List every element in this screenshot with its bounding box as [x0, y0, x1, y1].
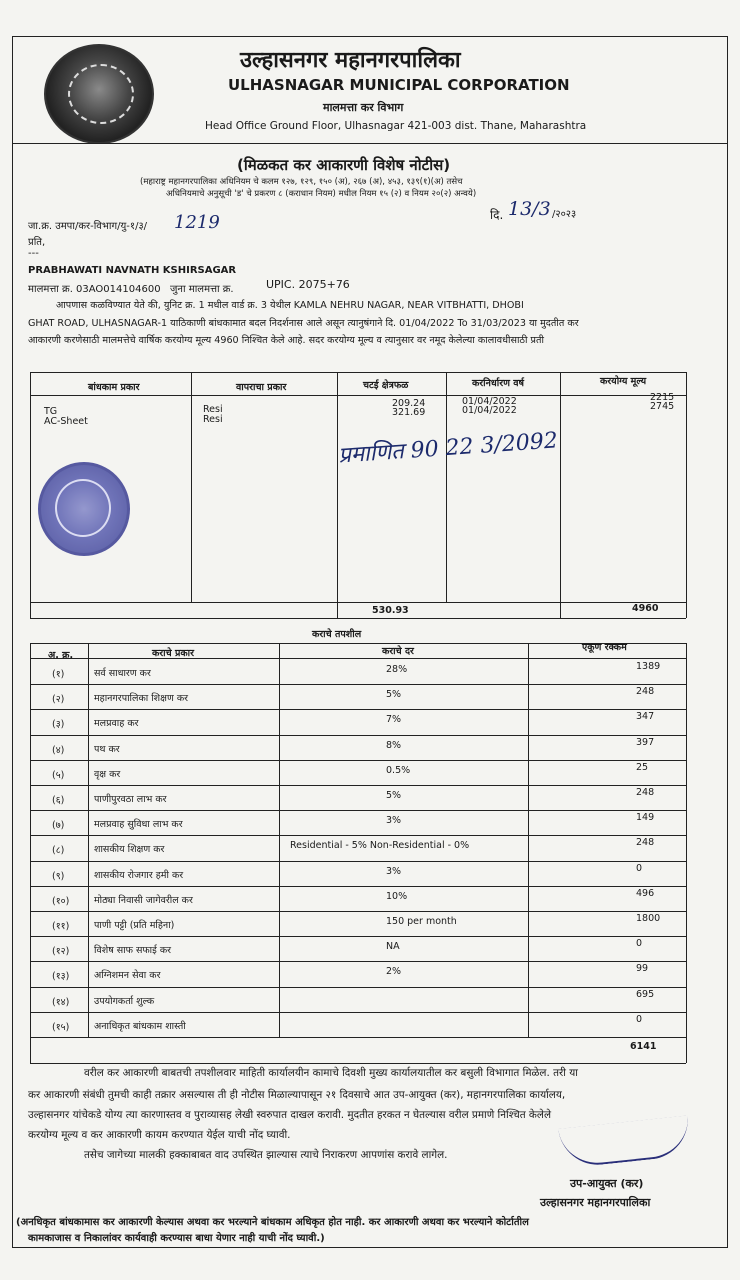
tax-row-type: विशेष साफ सफाई कर	[94, 945, 172, 957]
tax-row-rate: 2%	[386, 966, 402, 978]
tax-row-serial: (२)	[52, 694, 65, 706]
old-property-label: जुना मालमत्ता क्र.	[170, 284, 234, 295]
tax-row-type: शासकीय रोजगार हमी कर	[94, 869, 184, 881]
tax-row-rate: 10%	[386, 890, 408, 902]
corp-name-english: ULHASNAGAR MUNICIPAL CORPORATION	[228, 76, 570, 94]
tax-row-divider	[30, 785, 686, 786]
footer-line-4: करयोग्य मूल्य व कर आकारणी कायम करण्यात येईल याची नोंद घ्यावी.	[28, 1129, 291, 1141]
tax-row-type: महानगरपालिका शिक्षण कर	[94, 693, 189, 705]
tax-row-divider	[30, 911, 686, 912]
col-construction: बांधकाम प्रकार	[88, 382, 140, 393]
tax-table-caption: कराचे तपशील	[312, 629, 362, 640]
tax-row-serial: (१३)	[52, 971, 70, 983]
tax-row-divider	[30, 861, 686, 862]
tax-row-rate: NA	[386, 941, 400, 953]
col-usage: वापराचा प्रकार	[236, 382, 287, 393]
tax-row-divider	[30, 1012, 686, 1013]
tax-row-serial: (८)	[52, 845, 65, 857]
tax-row-serial: (५)	[52, 769, 65, 781]
total-value: 4960	[632, 603, 659, 614]
tax-row-serial: (१०)	[52, 895, 70, 907]
col-area: चटई क्षेत्रफळ	[363, 380, 409, 391]
year-1: 01/04/2022	[462, 396, 517, 407]
corporation-logo	[44, 44, 154, 144]
tax-row-amount: 248	[636, 686, 655, 698]
footer-line-5: तसेच जागेच्या मालकी हक्काबाबत वाद उपस्थित झाल्यास त्याचे निराकरण आपणांस करावे लागेल.	[84, 1149, 448, 1161]
tax-row-serial: (१४)	[52, 996, 70, 1008]
tax-row-amount: 248	[636, 837, 655, 849]
tax-row-amount: 248	[636, 787, 655, 798]
date-year: /२०२३	[552, 209, 577, 220]
tax-row-rate: 3%	[386, 865, 402, 877]
tax-row-rate: 150 per month	[386, 916, 457, 927]
total-area: 530.93	[372, 605, 409, 616]
tax-row-type: अनाधिकृत बांधकाम शास्ती	[94, 1020, 186, 1032]
area-1: 209.24	[392, 398, 426, 409]
tax-row-rate: 7%	[386, 714, 402, 726]
tax-row-rate: 8%	[386, 739, 402, 751]
tax-row-divider	[30, 810, 686, 811]
tax-row-divider	[30, 835, 686, 836]
intro-line-1: आपणास कळविण्यात येते की, युनिट क्र. 1 मधील वार्ड क्र. 3 येथील KAMLA NEHRU NAGAR, NEAR VITBHATTI, DHOBI	[56, 300, 524, 311]
footer-line-3: उल्हासनगर यांचेकडे योग्य त्या कारणास्तव व पुराव्यासह लेखी स्वरुपात दाखल करावी. मुदतीत हरकत न घेतल्यास वरील प्रमाणे निश्चित केलेले	[28, 1109, 552, 1121]
construction-2: AC-Sheet	[44, 416, 88, 427]
value-2: 2745	[650, 401, 675, 412]
footer-note-2: कामकाजास व निकालांवर कार्यवाही करण्यास बाधा येणार नाही याची नोंद घ्यावी.)	[28, 1233, 325, 1244]
tax-row-serial: (१२)	[52, 946, 70, 958]
tax-total: 6141	[630, 1041, 657, 1052]
tax-row-type: पाणी पट्टी (प्रति महिना)	[94, 920, 175, 931]
corp-name-marathi: उल्हासनगर महानगरपालिका	[240, 48, 461, 73]
tax-row-divider	[30, 684, 686, 685]
tax-row-type: उपयोगकर्ता शुल्क	[94, 995, 155, 1007]
tax-row-type: शासकीय शिक्षण कर	[94, 844, 165, 856]
col-tax-type: कराचे प्रकार	[152, 648, 195, 659]
tax-row-type: सर्व साधारण कर	[94, 668, 151, 679]
office-address: Head Office Ground Floor, Ulhasnagar 421-003 dist. Thane, Maharashtra	[205, 120, 587, 132]
notice-subtitle-1: (महाराष्ट्र महानगरपालिका अधिनियम चे कलम १२७, १२९, १५० (अ), २६७ (अ), ४५३, १३९(१)(अ) तसेच	[140, 177, 463, 187]
construction-1: TG	[44, 406, 58, 417]
handwritten-certification: प्रमाणित 90 22 3/2092	[337, 428, 559, 469]
tax-row-divider	[30, 1037, 686, 1038]
official-stamp	[38, 462, 130, 556]
tax-row-type: मलप्रवाह सुविधा लाभ कर	[94, 819, 183, 831]
usage-2: Resi	[203, 414, 223, 425]
header-divider	[12, 143, 728, 144]
tax-row-divider	[30, 961, 686, 962]
value-1: 2215	[650, 392, 675, 403]
tax-row-rate: Residential - 5% Non-Residential - 0%	[290, 840, 470, 852]
signatory-org: उल्हासनगर महानगरपालिका	[540, 1196, 651, 1209]
notice-title: (मिळकत कर आकारणी विशेष नोटीस)	[237, 156, 451, 174]
tax-row-amount: 25	[636, 761, 649, 773]
tax-row-rate: 28%	[386, 664, 408, 675]
tax-row-serial: (४)	[52, 744, 65, 756]
date-label: दि.	[490, 208, 504, 222]
tax-row-rate: 3%	[386, 815, 402, 827]
tax-row-type: पथ कर	[94, 743, 120, 755]
intro-line-2: GHAT ROAD, ULHASNAGAR-1 याठिकाणी बांधकामात बदल निदर्शनास आले असून त्यानुषंगाने दि. 01/04/2022 To 31/03/2023 या मुदतीत कर	[28, 318, 579, 329]
reference-number: 1219	[174, 212, 220, 233]
tax-row-serial: (९)	[52, 870, 65, 882]
tax-row-serial: (६)	[52, 795, 65, 806]
tax-row-rate: 0.5%	[386, 764, 411, 776]
owner-name: PRABHAWATI NAVNATH KSHIRSAGAR	[28, 265, 237, 276]
tax-row-divider	[30, 709, 686, 710]
tax-row-amount: 0	[636, 862, 643, 874]
tax-row-serial: (१)	[52, 669, 65, 680]
tax-row-serial: (११)	[52, 921, 70, 932]
tax-row-divider	[30, 735, 686, 736]
area-2: 321.69	[392, 407, 426, 418]
tax-row-serial: (७)	[52, 820, 65, 832]
col-tax-rate: कराचे दर	[382, 646, 414, 657]
tax-row-type: अग्निशमन सेवा कर	[94, 970, 161, 982]
tax-row-amount: 347	[636, 711, 655, 723]
tax-row-amount: 397	[636, 736, 655, 748]
usage-1: Resi	[203, 404, 223, 415]
intro-line-3: आकारणी करणेसाठी मालमत्तेचे वार्षिक करयोग्य मूल्य 4960 निश्चित केले आहे. सदर करयोग्य मूल्य व त्यानुसार वर नमूद केलेल्या कालावधीसाठी प्रती	[28, 335, 544, 346]
col-serial: अ. क्र.	[48, 650, 74, 661]
to-label: प्रति,	[28, 237, 46, 248]
tax-row-amount: 0	[636, 938, 643, 950]
upic-number: UPIC. 2075+76	[266, 278, 350, 291]
date-value: 13/3	[508, 198, 551, 220]
tax-row-amount: 99	[636, 963, 649, 975]
property-number: मालमत्ता क्र. 03AO014104600	[28, 284, 161, 295]
notice-subtitle-2: अधिनियमाचे अनुसूची 'ड' चे प्रकरण ८ (कराधान नियम) मधील नियम १५ (२) व नियम २०(२) अन्वये)	[166, 189, 477, 199]
tax-row-divider	[30, 760, 686, 761]
tax-row-serial: (१५)	[52, 1021, 70, 1033]
year-2: 01/04/2022	[462, 405, 517, 416]
footer-note-1: (अनधिकृत बांधकामास कर आकारणी केल्यास अथवा कर भरल्याने बांधकाम अधिकृत होत नाही. कर आकारणी अथवा कर भरल्याने कोर्टातील	[16, 1217, 529, 1228]
tax-row-type: पाणीपुरवठा लाभ कर	[94, 794, 167, 805]
tax-row-type: वृक्ष कर	[94, 768, 121, 780]
signatory-title: उप-आयुक्त (कर)	[570, 1177, 644, 1190]
tax-row-divider	[30, 987, 686, 988]
footer-line-1: वरील कर आकारणी बाबतची तपशीलवार माहिती कार्यालयीन कामाचे दिवशी मुख्य कार्यालयातील कर बसुली विभागात मिळेल. तरी या	[84, 1067, 578, 1079]
reference-label: जा.क्र. उमपा/कर-विभाग/यु-१/३/	[28, 221, 148, 232]
tax-row-type: मलप्रवाह कर	[94, 718, 139, 730]
tax-row-type: मोठ्या निवासी जागेवरील कर	[94, 894, 193, 906]
tax-row-amount: 0	[636, 1013, 643, 1025]
tax-row-rate: 5%	[386, 790, 402, 801]
tax-row-amount: 695	[636, 988, 655, 1000]
tax-row-amount: 496	[636, 887, 655, 899]
tax-row-rate: 5%	[386, 689, 402, 701]
to-dash: ---	[28, 248, 39, 259]
col-year: करनिर्धारण वर्ष	[472, 378, 525, 389]
tax-row-amount: 149	[636, 812, 655, 824]
tax-row-serial: (३)	[52, 719, 65, 731]
footer-line-2: कर आकारणी संबंधी तुमची काही तक्रार असल्यास ती ही नोटीस मिळाल्यापासून २१ दिवसाचे आत उप-आयुक्त (कर), महानगरपालिका कार्यालय,	[28, 1089, 566, 1101]
col-total-amount: एकूण रक्कम	[582, 642, 627, 653]
department-name: मालमत्ता कर विभाग	[323, 101, 404, 114]
tax-row-divider	[30, 886, 686, 887]
tax-row-divider	[30, 936, 686, 937]
tax-row-amount: 1389	[636, 661, 661, 672]
tax-row-amount: 1800	[636, 913, 661, 924]
col-value: करयोग्य मूल्य	[600, 376, 647, 387]
